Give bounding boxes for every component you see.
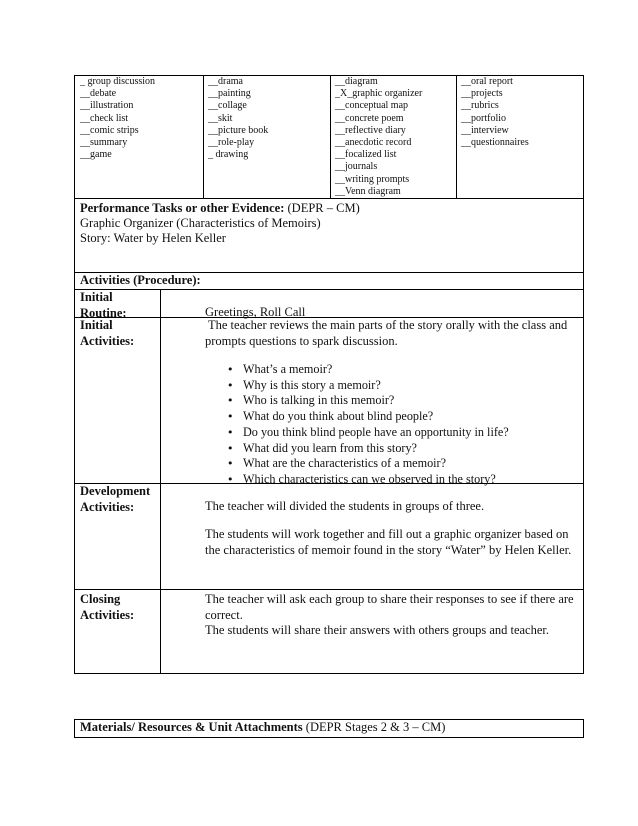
list-item: • Do you think blind people have an opportunity in life? <box>205 425 509 441</box>
options-column-2 <box>208 76 268 161</box>
development-label-line2: Activities: <box>80 499 135 514</box>
closing-text <box>205 592 574 639</box>
list-item: • Who is talking in this memoir? <box>205 393 509 409</box>
initial-activities-label-line1: Initial <box>80 318 113 332</box>
activities-heading: Activities (Procedure): <box>80 273 201 287</box>
option-item: __debate <box>80 88 117 100</box>
options-column-1 <box>80 76 155 161</box>
performance-line-2: Story: Water by Helen Keller <box>80 231 226 245</box>
option-item: __collage <box>208 100 247 112</box>
list-item: • What do you think about blind people? <box>205 409 509 425</box>
closing-label-line2: Activities: <box>80 607 135 622</box>
procedure-col-divider <box>160 289 161 674</box>
option-item: __portfolio <box>461 112 506 124</box>
materials-heading-label: Materials/ Resources & Unit Attachments <box>80 720 303 734</box>
performance-heading-suffix: (DEPR – CM) <box>284 201 360 215</box>
closing-label-line1: Closing <box>80 592 121 606</box>
list-item: • Which characteristics can we observed in the story? <box>205 472 509 488</box>
initial-routine-text: Greetings, Roll Call <box>205 305 306 319</box>
option-item: __focalized list <box>335 149 397 161</box>
option-item: __diagram <box>335 76 378 87</box>
option-item: _ group discussion <box>80 76 155 87</box>
initial-activities-intro-line2: prompts questions to spark discussion. <box>205 333 398 348</box>
discussion-questions-list <box>205 362 509 488</box>
list-item: • Why is this story a memoir? <box>205 378 509 394</box>
option-item: __drama <box>208 76 243 87</box>
option-item: __Venn diagram <box>335 185 401 197</box>
development-text-2 <box>205 527 571 558</box>
option-item: __conceptual map <box>335 100 409 112</box>
development-text-1: The teacher will divided the students in groups of three. <box>205 499 485 513</box>
materials-heading-suffix: (DEPR Stages 2 & 3 – CM) <box>305 720 446 734</box>
row-divider-development <box>74 589 584 590</box>
performance-heading <box>80 201 360 217</box>
options-col-divider-3 <box>456 75 457 199</box>
development-label <box>80 484 150 515</box>
list-item: • What did you learn from this story? <box>205 441 509 457</box>
performance-heading-label: Performance Tasks or other Evidence: <box>80 201 285 215</box>
option-item: __check list <box>80 112 129 124</box>
options-column-3 <box>335 76 422 198</box>
option-item: __journals <box>335 161 378 173</box>
option-item: __painting <box>208 88 251 100</box>
initial-activities-intro-line1: The teacher reviews the main parts of the story orally with the class and <box>208 318 568 332</box>
option-item: __game <box>80 149 112 161</box>
option-item: __writing prompts <box>335 173 410 185</box>
option-item: __anecdotic record <box>335 137 412 149</box>
options-col-divider-1 <box>203 75 204 199</box>
initial-activities-intro <box>205 318 567 349</box>
option-item: __questionnaires <box>461 137 529 149</box>
option-item: __reflective diary <box>335 124 406 136</box>
list-item: • What’s a memoir? <box>205 362 509 378</box>
option-item: __picture book <box>208 124 269 136</box>
option-item: _X_graphic organizer <box>335 88 423 100</box>
option-item: __role-play <box>208 137 255 149</box>
closing-text-line3: The students will share their answers with others groups and teacher. <box>205 623 550 637</box>
development-text-2-line1: The students will work together and fill out a graphic organizer based on <box>205 527 569 541</box>
development-text-2-line2: the characteristics of memoir found in the story “Water” by Helen Keller. <box>205 542 572 557</box>
options-col-divider-2 <box>330 75 331 199</box>
option-item: __summary <box>80 137 128 149</box>
performance-line-1: Graphic Organizer (Characteristics of Memoirs) <box>80 216 321 230</box>
materials-heading <box>80 720 445 736</box>
option-item: __illustration <box>80 100 134 112</box>
development-label-line1: Development <box>80 484 151 498</box>
list-item: • What are the characteristics of a memoir? <box>205 456 509 472</box>
closing-text-line2: correct. <box>205 607 243 622</box>
option-item: __comic strips <box>80 124 139 136</box>
option-item: _ drawing <box>208 149 249 161</box>
option-item: __projects <box>461 88 503 100</box>
initial-routine-label-line2: Routine: <box>80 305 127 320</box>
option-item: __skit <box>208 112 233 124</box>
initial-routine-label <box>80 290 127 321</box>
initial-activities-label-line2: Activities: <box>80 333 135 348</box>
closing-label <box>80 592 134 623</box>
initial-activities-label <box>80 318 134 349</box>
option-item: __oral report <box>461 76 513 87</box>
option-item: __concrete poem <box>335 112 404 124</box>
initial-routine-label-line1: Initial <box>80 290 113 304</box>
closing-text-line1: The teacher will ask each group to share their responses to see if there are <box>205 592 574 606</box>
options-column-4 <box>461 76 529 149</box>
option-item: __rubrics <box>461 100 499 112</box>
option-item: __interview <box>461 124 509 136</box>
